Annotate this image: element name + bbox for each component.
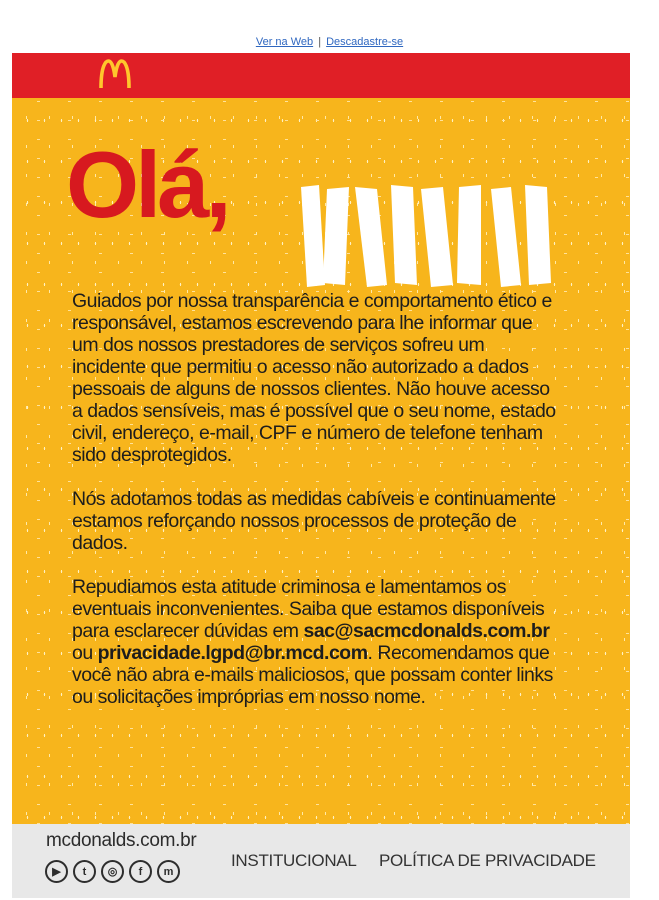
link-separator: | <box>318 36 322 48</box>
privacy-policy-link[interactable]: POLÍTICA DE PRIVACIDADE <box>378 851 596 870</box>
hero-section <box>12 98 630 824</box>
sac-email[interactable]: sac@sacmcdonalds.com.br <box>303 620 550 642</box>
view-on-web-link[interactable]: Ver na Web <box>255 36 314 48</box>
paragraph-incident: Guiados por nossa transparência e comportamento ético e responsável, estamos escrevendo para lhe informar que um dos nossos prestadores de serviços sofreu um incidente que permitiu o acesso não autorizado a dados pessoais de alguns de nossos clientes. Não houve acesso a dados sensíveis, mas é possível que o seu nome, estado civil, endereço, e-mail, CPF e número de telefone tenham sido desprotegidos. <box>72 290 556 466</box>
footer-links <box>231 851 614 871</box>
mcdonalds-icon[interactable]: m <box>157 860 180 883</box>
email-header <box>12 53 630 98</box>
contact-text-start: Repudiamos esta atitude criminosa e lamentamos os eventuais inconvenientes. Saiba que estamos disponíveis para esclarecer dúvidas em <box>72 576 545 642</box>
paragraph-measures: Nós adotamos todas as medidas cabíveis e continuamente estamos reforçando nossos processos de proteção de dados. <box>72 488 556 554</box>
twitter-icon[interactable]: t <box>73 860 96 883</box>
email-footer <box>12 824 630 898</box>
unsubscribe-link[interactable]: Descadastre-se <box>326 36 404 48</box>
facebook-icon[interactable]: f <box>129 860 152 883</box>
mcdonalds-arches-logo <box>96 59 134 89</box>
contact-text-end: . Recomendamos que você não abra e-mails maliciosos, que possam conter links ou solicitações impróprias em nosso nome. <box>72 642 553 708</box>
privacy-email[interactable]: privacidade.lgpd@br.mcd.com <box>97 642 368 664</box>
greeting-heading: Olá, <box>66 132 228 237</box>
paragraph-contact <box>72 576 562 708</box>
conjunction-text: ou <box>72 642 93 664</box>
instagram-icon[interactable]: ◎ <box>101 860 124 883</box>
email-body <box>12 53 630 898</box>
name-placeholder-bars <box>297 181 557 289</box>
social-icons <box>45 860 180 883</box>
top-links-bar <box>0 36 659 48</box>
site-link[interactable]: mcdonalds.com.br <box>46 830 197 851</box>
message-text <box>72 290 562 730</box>
youtube-icon[interactable]: ▶ <box>45 860 68 883</box>
institucional-link[interactable]: INSTITUCIONAL <box>231 851 357 870</box>
